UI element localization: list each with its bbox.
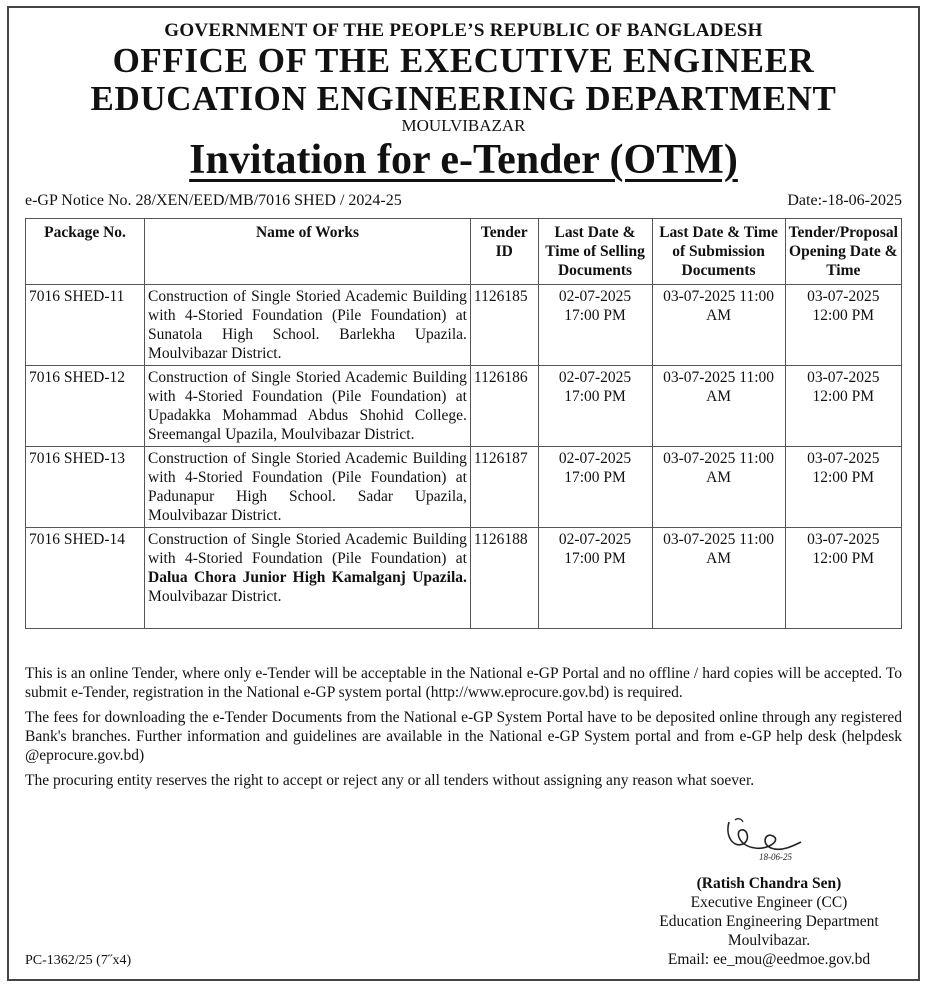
- tender-id: 1126186: [470, 366, 538, 447]
- office-heading-line1: OFFICE OF THE EXECUTIVE ENGINEER: [112, 41, 815, 80]
- name-of-works: [145, 528, 471, 629]
- selling-datetime: [538, 447, 652, 528]
- paragraph-rights: The procuring entity reserves the right to accept or reject any or all tenders without assigning any reason what soever.: [25, 772, 755, 789]
- notice-paragraphs: [25, 664, 902, 796]
- selling-datetime: [538, 528, 652, 629]
- notice-date: Date:-18-06-2025: [787, 192, 902, 209]
- selling-time: 17:00 PM: [564, 307, 626, 324]
- opening-time: 12:00 PM: [812, 307, 875, 324]
- name-of-works: [145, 285, 471, 366]
- notice-line: [25, 192, 902, 210]
- opening-date: 03-07-2025: [807, 450, 880, 467]
- svg-text:18-06-25: 18-06-25: [759, 852, 792, 862]
- package-no: 7016 SHED-14: [26, 528, 145, 629]
- header-tender-id: Tender ID: [470, 219, 538, 285]
- tender-id: 1126187: [470, 447, 538, 528]
- signatory-location: Moulvibazar.: [727, 932, 811, 949]
- header-opening: Tender/Proposal Opening Date & Time: [785, 219, 901, 285]
- paragraph-online-tender: This is an online Tender, where only e-Tender will be acceptable in the National e-GP Portal and no offline / hard copies will be accepted. To submit e-Tender, registration in the National e-GP system portal (http://www.eprocure.gov.bd) is required.: [25, 665, 902, 701]
- opening-time: 12:00 PM: [812, 388, 875, 405]
- name-of-works: [145, 447, 471, 528]
- package-no: 7016 SHED-13: [26, 447, 145, 528]
- works-text: Construction of Single Storied Academic Building with 4-Storied Foundation (Pile Foundation) at Padunapur High School. Sadar Upazila, Moulvibazar District.: [148, 450, 467, 524]
- submission-datetime: 03-07-2025 11:00 AM: [652, 366, 785, 447]
- opening-datetime: [785, 366, 901, 447]
- signatory-name: (Ratish Chandra Sen): [696, 875, 842, 892]
- paragraph-fees: The fees for downloading the e-Tender Documents from the National e-GP System Portal have to be deposited online through any registered Bank's branches. Further information and guidelines are available in the National e-GP System portal and from e-GP help desk (helpdesk @eprocure.gov.bd): [25, 709, 902, 764]
- tender-notice-page: [7, 6, 920, 981]
- handwritten-signature: [721, 814, 811, 862]
- signatory-email: Email: ee_mou@eedmoe.gov.bd: [667, 951, 871, 968]
- selling-time: 17:00 PM: [564, 550, 626, 567]
- selling-date: 02-07-2025: [558, 369, 632, 386]
- selling-date: 02-07-2025: [558, 531, 632, 548]
- selling-time: 17:00 PM: [564, 469, 626, 486]
- opening-datetime: [785, 528, 901, 629]
- works-text: Construction of Single Storied Academic Building with 4-Storied Foundation (Pile Foundation) at: [148, 531, 467, 567]
- submission-datetime: 03-07-2025 11:00 AM: [652, 528, 785, 629]
- works-bold-location: Dalua Chora Junior High Kamalganj Upazila.: [148, 569, 467, 586]
- pc-number: PC-1362/25 (7˝x4): [25, 953, 132, 968]
- submission-datetime: 03-07-2025 11:00 AM: [652, 285, 785, 366]
- table-row: [26, 447, 902, 528]
- table-row: [26, 528, 902, 629]
- submission-datetime: 03-07-2025 11:00 AM: [652, 447, 785, 528]
- header-works: Name of Works: [145, 219, 471, 285]
- package-no: 7016 SHED-12: [26, 366, 145, 447]
- selling-time: 17:00 PM: [564, 388, 626, 405]
- notice-number: e-GP Notice No. 28/XEN/EED/MB/7016 SHED / 2024-25: [25, 192, 402, 209]
- works-tail-text: Moulvibazar District.: [148, 588, 282, 605]
- table-header-row: [26, 219, 902, 285]
- opening-date: 03-07-2025: [807, 369, 880, 386]
- signature-block: [609, 874, 929, 969]
- selling-datetime: [538, 285, 652, 366]
- page-title: Invitation for e-Tender (OTM): [189, 137, 738, 183]
- header-submission: Last Date & Time of Submission Documents: [652, 219, 785, 285]
- tender-id: 1126188: [470, 528, 538, 629]
- table-row: [26, 285, 902, 366]
- opening-time: 12:00 PM: [812, 550, 875, 567]
- header-selling: Last Date & Time of Selling Documents: [538, 219, 652, 285]
- selling-datetime: [538, 366, 652, 447]
- office-heading-line2: EDUCATION ENGINEERING DEPARTMENT: [90, 79, 837, 118]
- package-no: 7016 SHED-11: [26, 285, 145, 366]
- works-text: Construction of Single Storied Academic Building with 4-Storied Foundation (Pile Foundation) at Upadakka Mohammad Abdus Shohid College. Sreemangal Upazila, Moulvibazar District.: [148, 369, 467, 443]
- table-row: [26, 366, 902, 447]
- signatory-department: Education Engineering Department: [659, 913, 879, 930]
- opening-datetime: [785, 447, 901, 528]
- tender-id: 1126185: [470, 285, 538, 366]
- government-heading: GOVERNMENT OF THE PEOPLE’S REPUBLIC OF BANGLADESH: [164, 20, 763, 41]
- header-package: Package No.: [26, 219, 145, 285]
- opening-datetime: [785, 285, 901, 366]
- signatory-designation: Executive Engineer (CC): [690, 894, 848, 911]
- works-text: Construction of Single Storied Academic Building with 4-Storied Foundation (Pile Foundation) at Sunatola High School. Barlekha Upazila. Moulvibazar District.: [148, 288, 467, 362]
- opening-date: 03-07-2025: [807, 531, 880, 548]
- selling-date: 02-07-2025: [558, 288, 632, 305]
- name-of-works: [145, 366, 471, 447]
- opening-time: 12:00 PM: [812, 469, 875, 486]
- opening-date: 03-07-2025: [807, 288, 880, 305]
- city-heading: MOULVIBAZAR: [401, 116, 526, 135]
- selling-date: 02-07-2025: [558, 450, 632, 467]
- tender-table: [25, 218, 902, 629]
